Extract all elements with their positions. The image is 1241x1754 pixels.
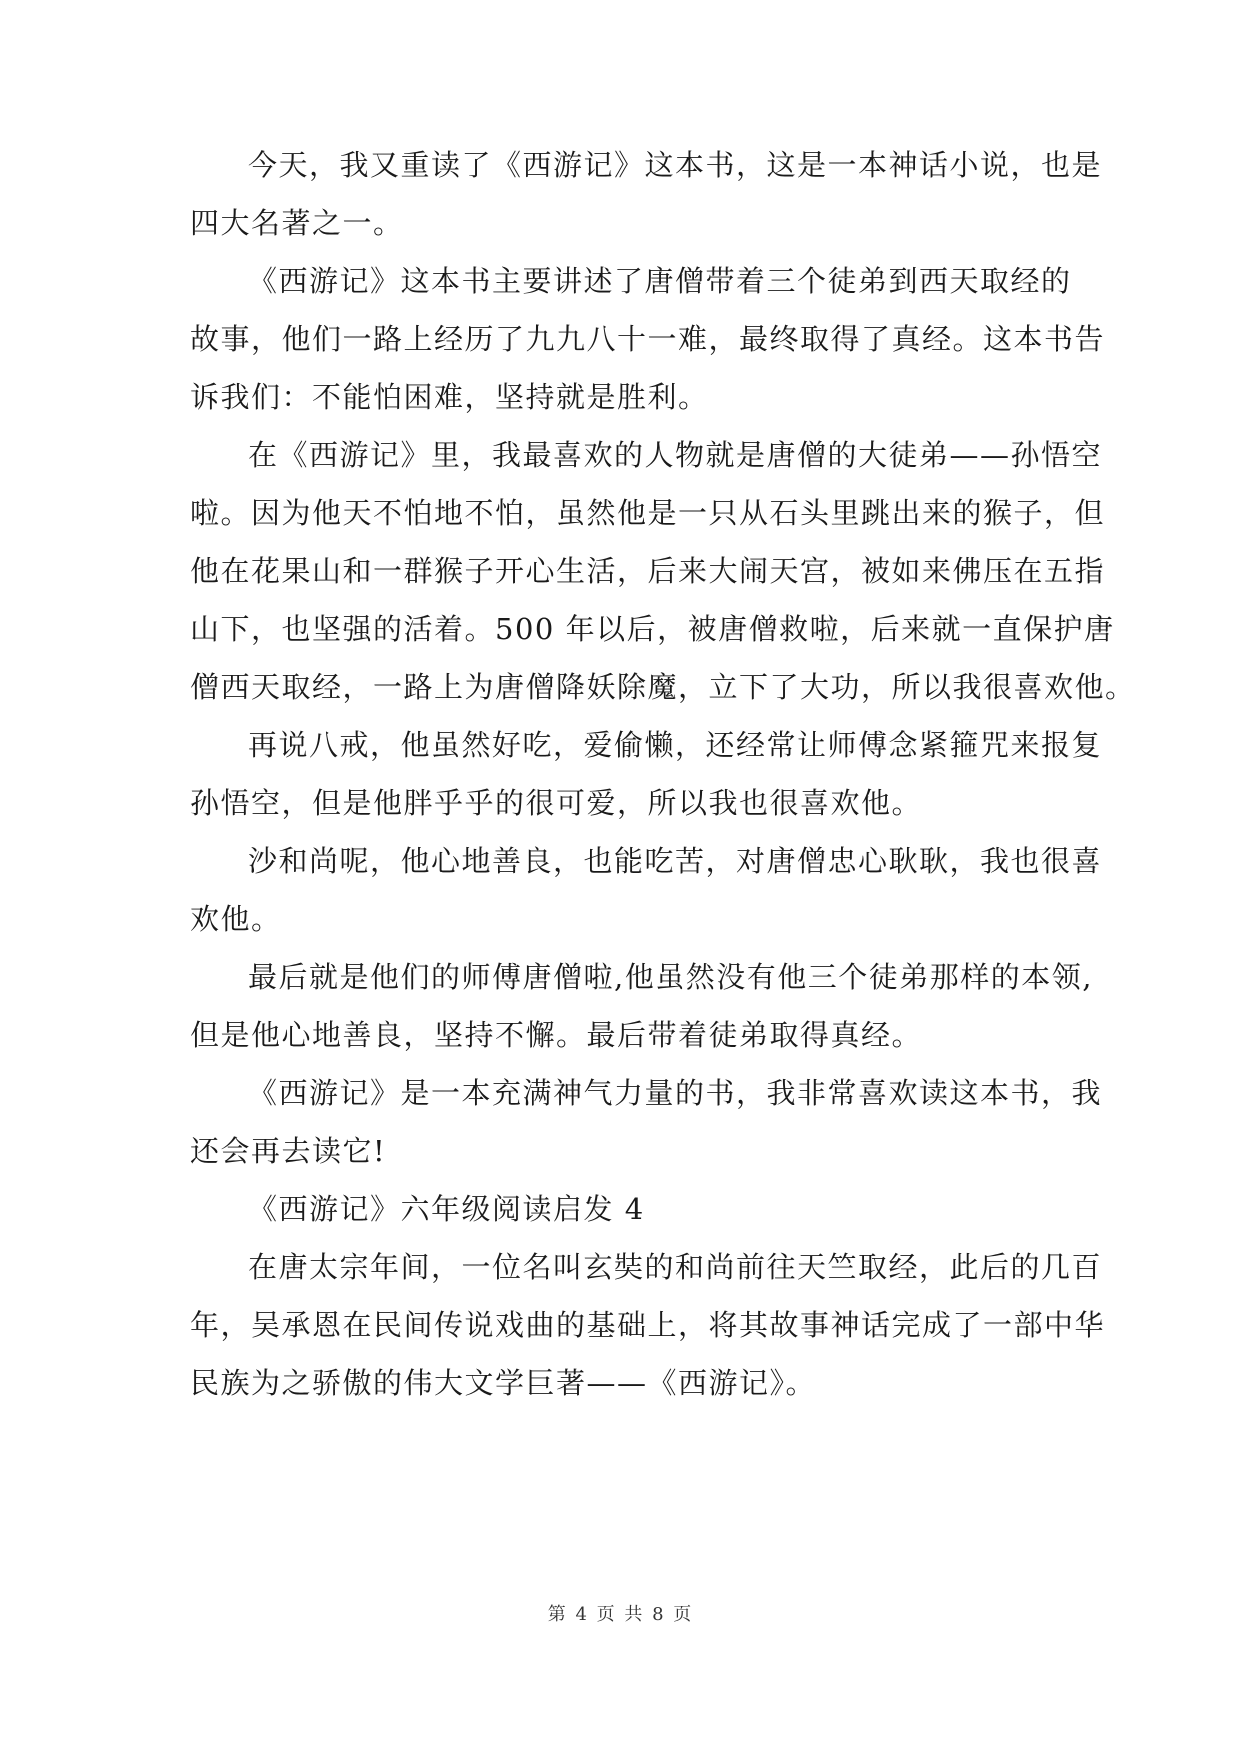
- paragraph-1-line-2: 四大名著之一。: [190, 206, 404, 240]
- paragraph-7-line-2: 还会再去读它!: [190, 1134, 387, 1168]
- paragraph-6-line-2: 但是他心地善良，坚持不懈。最后带着徒弟取得真经。: [190, 1018, 923, 1052]
- paragraph-1-line-1: 今天，我又重读了《西游记》这本书，这是一本神话小说，也是: [248, 148, 1103, 182]
- paragraph-7-line-1: 《西游记》是一本充满神气力量的书，我非常喜欢读这本书，我: [248, 1076, 1103, 1110]
- paragraph-4-line-2: 孙悟空，但是他胖乎乎的很可爱，所以我也很喜欢他。: [190, 786, 923, 820]
- paragraph-2-line-2: 故事，他们一路上经历了九九八十一难，最终取得了真经。这本书告: [190, 322, 1106, 356]
- paragraph-8-line-3: 民族为之骄傲的伟大文学巨著——《西游记》。: [190, 1366, 817, 1400]
- paragraph-4-line-1: 再说八戒，他虽然好吃，爱偷懒，还经常让师傅念紧箍咒来报复: [248, 728, 1103, 762]
- paragraph-3-line-2: 啦。因为他天不怕地不怕，虽然他是一只从石头里跳出来的猴子，但: [190, 496, 1106, 530]
- paragraph-2-line-3: 诉我们：不能怕困难，坚持就是胜利。: [190, 380, 709, 414]
- paragraph-8-line-1: 在唐太宗年间，一位名叫玄奘的和尚前往天竺取经，此后的几百: [248, 1250, 1103, 1284]
- page-number-footer: 第 4 页 共 8 页: [547, 1604, 694, 1625]
- section-heading: 《西游记》六年级阅读启发 4: [248, 1192, 645, 1226]
- paragraph-5-line-2: 欢他。: [190, 902, 282, 936]
- paragraph-8-line-2: 年，吴承恩在民间传说戏曲的基础上，将其故事神话完成了一部中华: [190, 1308, 1106, 1342]
- paragraph-5-line-1: 沙和尚呢，他心地善良，也能吃苦，对唐僧忠心耿耿，我也很喜: [248, 844, 1103, 878]
- paragraph-6-line-1: 最后就是他们的师傅唐僧啦,他虽然没有他三个徒弟那样的本领,: [248, 960, 1093, 994]
- paragraph-3-line-1: 在《西游记》里，我最喜欢的人物就是唐僧的大徒弟——孙悟空: [248, 438, 1103, 472]
- paragraph-3-line-3: 他在花果山和一群猴子开心生活，后来大闹天宫，被如来佛压在五指: [190, 554, 1106, 588]
- paragraph-3-line-5: 僧西天取经，一路上为唐僧降妖除魔，立下了大功，所以我很喜欢他。: [190, 670, 1136, 704]
- paragraph-2-line-1: 《西游记》这本书主要讲述了唐僧带着三个徒弟到西天取经的: [248, 264, 1072, 298]
- paragraph-3-line-4: 山下，也坚强的活着。500 年以后，被唐僧救啦，后来就一直保护唐: [190, 612, 1115, 646]
